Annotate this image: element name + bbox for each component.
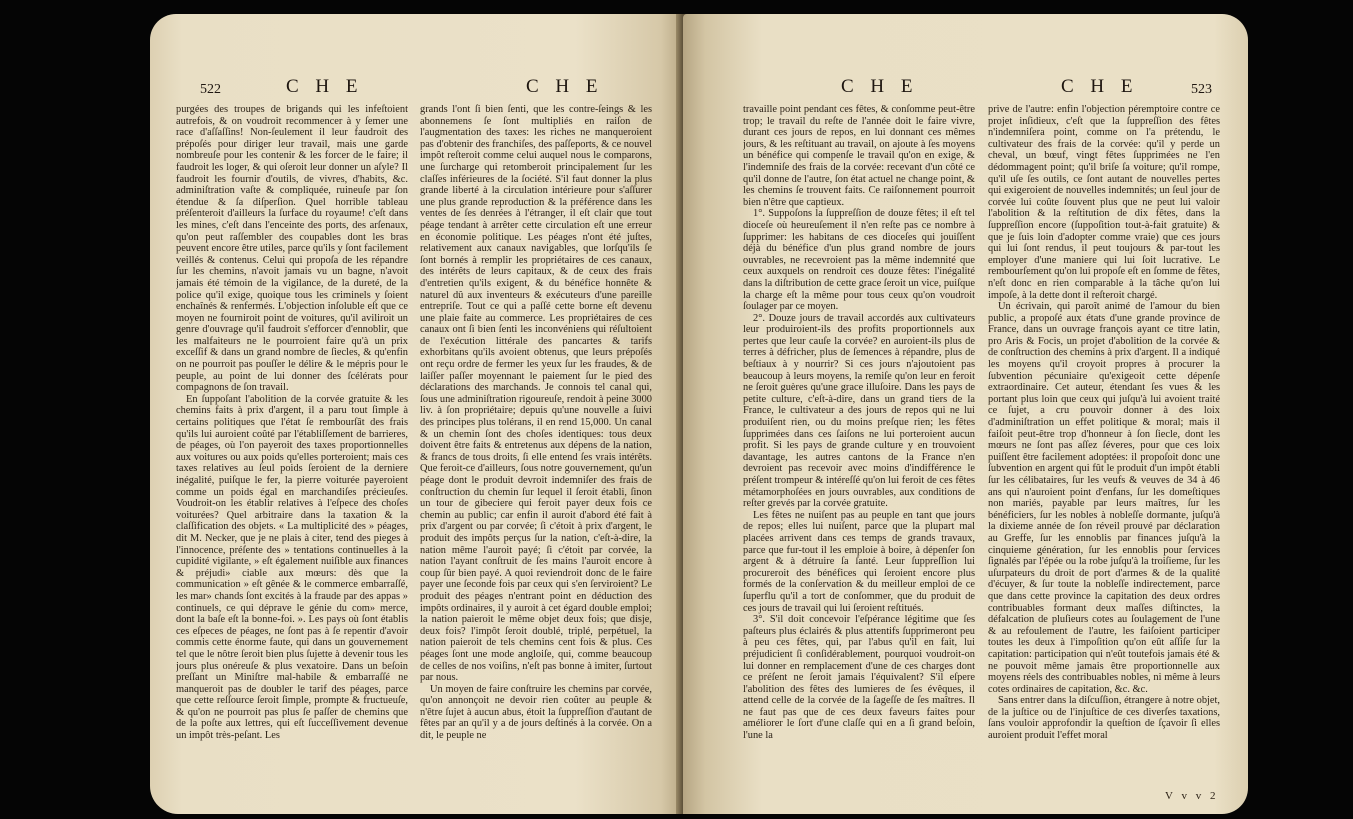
- running-header-right: C H E: [1061, 76, 1139, 97]
- paragraph: Un moyen de faire conſtruire les chemins par corvée, qu'on annonçoit ne devoir rien coûter au peuple & n'être ſujet à aucun abus, étoit la ſuppreſſion d'autant de fêtes par an qu'il y a de jours deſtinés à la corvée. On a dit, le peuple ne: [420, 683, 652, 742]
- left-page: [150, 14, 682, 814]
- page-number: 522: [200, 82, 221, 97]
- right-page: [683, 14, 1248, 814]
- paragraph: grands l'ont ſi bien ſenti, que les contre-ſeings & les abonnemens ſe ſont multipliés en raiſon de l'augmentation des taxes: les riches ne manqueroient pas d'obtenir des franchiſes, des paſſeports, & ce nouvel impôt reſteroit comme celui auquel nous le comparons, une ſurcharge qui retomberoit principalement ſur les claſſes inférieures de la ſociété. S'il faut donner la plus grande liberté à la circulation intérieure pour s'aſſurer une plus grande reproduction & la préférence dans les ventes de ſes denrées à l'étranger, il eſt clair que tout péage tendant à arrêter cette circulation eſt une erreur en économie politique. Les péages n'ont été juſtes, relativement aux canaux navigables, que lorſqu'ils ſe ſont bornés à remplir les propriétaires de ces canaux, des intérêts de leurs capitaux, & de ceux des frais d'entretien qu'ils exigent, & du bénéfice honnête & naturel dû aux inventeurs & exécuteurs d'une pareille entrepriſe. Tout ce qui a paſſé cette borne eſt devenu une plaie faite au commerce. Les propriétaires de ces canaux ont ſi bien ſenti les inconvéniens qui réſultoient de l'exécution littérale des pancartes & tarifs exhorbitans qu'ils avoient obtenus, que leurs prépoſés ont reçu ordre de fermer les yeux ſur les fraudes, & de laiſſer paſſer moyennant le paiement ſur le pied des déclarations des marchands. Je connois tel canal qui, ſous une adminiſtration rigoureuſe, rendoit à peine 3000 liv. à ſon propriétaire; depuis qu'une nouvelle a ſuivi des principes plus tolérans, il en rend 15,000. Un canal & un chemin ſont des choſes identiques: tous deux doivent être faits & entretenus aux dépens de la nation, & francs de tous droits, ſi elle entend ſes vrais intérêts. Que feroit-ce d'ailleurs, ſous notre gouvernement, qu'un péage dont le produit devroit indemniſer des frais de conſtruction du chemin ſur lequel il ſeroit établi, ſinon un tour de gibeciere qui feroit payer deux fois ce chemin au public; car enfin il auroit d'abord été fait à prix d'argent ou par corvée; ſi c'étoit à prix d'argent, le produit des impôts perçus ſur la nation, c'eſt-à-dire, la nation même l'auroit payé; ſi c'étoit par corvée, la nation l'ayant conſtruit de ſes mains l'auroit encore à coup ſûr bien payé. A quoi reviendroit donc de le faire payer une ſeconde fois par ceux qui s'en ſerviroient? Le produit des péages n'entrant point en déduction des impôts ordinaires, il y auroit à cet égard double emploi; la nation paieroit le même objet deux fois; que disje, deux fois? l'impôt ſeroit doublé, triplé, perpétuel, la nation paieroit de tels chemins cent fois & plus. Ces péages ſont une mode angloiſe, qui, comme beaucoup de celles de nos voiſins, n'eſt pas bonne à imiter, ſurtout par nous.: [420, 104, 652, 684]
- paragraph: Sans entrer dans la diſcuſſion, étrangere à notre objet, de la juſtice ou de l'injuſtice de ces diverſes taxations, ſans vouloir approfondir la queſtion de ſçavoir ſi elles auroient produit l'effet moral: [988, 695, 1220, 742]
- page-number: 523: [1191, 82, 1212, 97]
- paragraph: 2°. Douze jours de travail accordés aux cultivateurs leur produiroient-ils des profits proportionnels aux pertes que leur cauſe la corvée? en auroient-ils plus de terres à défricher, plus de ſemences à répandre, plus de beſtiaux à y nourrir? Si ces jours n'ajoutoient pas beaucoup à leurs moyens, la remiſe qu'on leur en feroit ne ſeroit guères qu'une grace illuſoire. Dans les pays de petite culture, c'eſt-à-dire, dans un grand tiers de la France, le cultivateur a des jours de repos qui ne lui produiſent rien, ou du moins preſque rien; les fêtes ſupprimées dans ces ſaiſons ne lui porteroient aucun profit. Si les pays de grande culture y en trouvoient davantage, les autres cantons de la France n'en devroient pas recevoir avec moins d'indifférence le préſent trompeur & intéreſſé qu'on lui feroit de ces fêtes métamorphoſées en jours ouvrables, aux conditions de reſter grevés par la corvée gratuite.: [743, 312, 975, 510]
- text-column-1: [743, 104, 975, 794]
- text-column-2: [988, 104, 1220, 794]
- paragraph: 1°. Suppoſons la ſuppreſſion de douze fêtes; il eſt tel dioceſe où heureuſement il n'en reſte pas ce nombre à ſupprimer: les habitans de ces dioceſes qui jouiſſent déjà du bénéfice d'un plus grand nombre de jours ouvrables, ne recevroient pas la même indemnité que ceux auxquels on rendroit ces douze fêtes: l'inégalité dans la diſtribution de cette grace ſeroit un vice, puiſque la charge eſt la même pour tous ceux qu'on voudroit ſoulager par ce moyen.: [743, 208, 975, 313]
- paragraph: travaille point pendant ces fêtes, & conſomme peut-être trop; le travail du reſte de l'année doit le faire vivre, durant ces jours de repos, en lui donnant ces mêmes jours, & les reſtituant au travail, on ajoute à ſes moyens un bénéfice qui compenſe le travail qu'on en exige, & l'indemniſe des frais de la corvée: recevant d'un côté ce qu'il donne de l'autre, ſon état actuel ne change point, & les chemins ſe trouvent faits. Ce raiſonnement pourroit bien n'être que captieux.: [743, 104, 975, 208]
- running-header-right: C H E: [526, 76, 604, 97]
- paragraph: 3°. S'il doit concevoir l'eſpérance légitime que ſes paſteurs plus éclairés & plus attentifs ſupprimeront peu à peu ces fêtes, qui, par l'abus qu'il en fait, lui préjudicient ſi conſidérablement, pourquoi voudroit-on lui donner en remplacement d'une de ces charges dont ce préſent ne ſeroit jamais l'équivalent? S'il eſpere l'abolition des fêtes des lumieres de ſes évêques, il attend celle de la corvée de la ſageſſe de ſes maîtres. Il ne faut pas que de ces deux faveurs faites pour améliorer le ſort d'une claſſe qui en a ſi grand beſoin, l'une la: [743, 614, 975, 742]
- running-header-left: C H E: [841, 76, 919, 97]
- paragraph: purgées des troupes de brigands qui les infeſtoient autrefois, & on voudroit recommencer à y ſemer une race d'aſſaſſins! Non-ſeulement il leur faudroit des prépoſés pour diriger leur travail, mais une garde nombreuſe pour les contenir & les forcer de le faire; il faudroit les loger, & qui oſeroit leur donner un aſyle? Il faudroit les fournir d'outils, de vivres, d'habits, &c. adminiſtration vaſte & compliquée, ruineuſe par ſon étendue & ſa diſperſion. Quel horrible tableau préſenteroit d'ailleurs la ſurface du royaume! c'eſt dans les mines, c'eſt dans l'enceinte des ports, des arſenaux, qu'on peut raſſembler des coupables dont les bras peuvent encore être utiles, parce qu'ils y ſont facilement veillés & contenus. Celui qui propoſa de les répandre ſur les chemins, n'avoit jamais vu un bagne, n'avoit jamais été témoin de la vigilance, de la dureté, de la police qu'il exige, quoique tous les criminels y ſoient enchaînés & renfermés. L'objection inſoluble eſt que ce moyen ne fourniroit point de voitures, qu'il aviliroit un genre d'ouvrage qu'il faudroit s'efforcer d'ennoblir, que les malfaiteurs ne le pourroient faire qu'à un prix exceſſif & dans un grand nombre de ſiecles, & qu'enfin on ne pourroit pas pouſſer le délire & le mépris pour le peuple, au point de lui donner des ſcélérats pour compagnons de ſon travail.: [176, 104, 408, 394]
- paragraph: prive de l'autre: enfin l'objection péremptoire contre ce projet inſidieux, c'eſt que la ſuppreſſion des fêtes n'indemniſera point, comme on l'a prétendu, le cultivateur des frais de la corvée: qu'il y perde un cheval, un bœuf, vingt fêtes ſupprimées ne l'en dédommagent point; qu'il briſe ſa voiture; qu'il rompe, qu'il uſe ſes outils, ce ſont autant de nouvelles pertes qui exigeroient de nouvelles indemnités; un ſeul jour de corvée lui coûte ſouvent plus que ne peut lui valoir l'abolition & la reſtitution de dix fêtes, dans la ſuppreſſion encore (ſuppoſition tout-à-fait gratuite) & que je ſuis loin d'adopter comme vraie) que ces jours qui lui ſont rendus, il peut toujours & par-tout les employer d'une maniere qui lui ſoit lucrative. Le rembourſement qu'on lui propoſe eſt en ſomme de fêtes, n'eſt donc en rien comparable à la tâche qu'on lui impoſe, à la dette dont il reſteroit chargé.: [988, 104, 1220, 301]
- paragraph: Un écrivain, qui paroît animé de l'amour du bien public, a propoſé aux états d'une grande province de France, dans un ouvrage françois ayant ce titre latin, pro Aris & Focis, un projet d'abolition de la corvée & de conſtruction des chemins à prix d'argent. Il a indiqué les moyens qu'il croyoit propres à procurer la ſubvention pécuniaire qu'exigeoit cette dépenſe extraordinaire. Cet auteur, étendant ſes vues & les portant plus loin que ceux qui juſqu'à lui avoient traité ce ſujet, a cru pouvoir donner à des loix d'adminiſtration un effet politique & moral; mais il faiſoit peut-être trop d'honneur à ſon ſiecle, dont les mœurs ne ſont pas aſſez ſéveres, pour que ces loix puiſſent être facilement adoptées: il propoſoit donc une ſubvention en argent qui fût le produit d'un impôt établi ſur les célibataires, ſur les veufs & veuves de 34 à 46 ans qui n'auroient point d'enfans, ſur les domeſtiques non mariés, payable par leurs maîtres, ſur les bénéficiers, ſur les nobles à nobleſſe dormante, juſqu'à la dixieme année de ſon réveil prouvé par déclaration au Greffe, ſur les ennoblis par finances juſqu'à la cinquieme génération, ſur les ennoblis pour ſervices ſignalés par l'épée ou la robe juſqu'à la troiſieme, ſur les uſurpateurs du droit de port d'armes & de la qualité d'écuyer, & ſur toute la nobleſſe indirectement, parce que dans cette province la capitation des deux ordres contribuables formant deux maſſes diſtinctes, la défalcation de pluſieurs cotes au ſoulagement de l'une & au refoulement de l'autre, les faiſoient participer toutes les deux à l'impoſition qu'on eût aſſiſe ſur la capitation: participation qui n'eût toutefois jamais été & ne pouvoit même jamais être proportionnelle aux moyens réels des contribuables nobles, ni même à leurs cotes ordinaires de capitation, &c. &c.: [988, 301, 1220, 695]
- signature-mark: V v v 2: [1165, 790, 1219, 802]
- paragraph: En ſuppoſant l'abolition de la corvée gratuite & les chemins faits à prix d'argent, il a paru tout ſimple à certains politiques que l'état ſe rembourſât des frais qu'ils lui auroient coûté par l'établiſſement de barrieres, de péages, où l'on payeroit des taxes proportionnelles aux voitures ou aux poids qu'elles porteroient; mais ces taxes relatives au ſeul poids ſeroient de la derniere inégalité, puiſque le fer, la pierre voiturée payeroient comme un poids égal en marchandiſes précieuſes. Voudroit-on les établir relatives à l'eſpece des choſes voiturées? Quel arbitraire dans la taxation & la claſſification des objets. « La multiplicité des » péages, dit M. Necker, que je ne plais à citer, tend des pieges à l'innocence, préſente des » tentations continuelles à la cupidité vigilante, » eſt également nuiſible aux finances & préjudi» ciable aux mœurs: dès que la communication » eſt gênée & le commerce embarraſſé, les mar» chands ſont excités à la fraude par des appas » continuels, ce qui déprave le génie du com» merce, dont la baſe eſt la bonne-foi. ». Les pays où ſont établis ces eſpeces de péages, ne ſont pas à ſe repentir d'avoir commis cette énorme faute, qui dans un gouvernement tel que le nôtre ſeroit bien plus ſujette à devenir tous les jours plus onéreuſe & plus vexatoire. Dans un beſoin preſſant un Miniſtre mal-habile & embarraſſé ne manqueroit pas de doubler le tarif des péages, parce que cette reſſource ſeroit ſimple, prompte & fructueuſe, & qu'on ne pourroit pas plus ſe paſſer de chemins que de la poſte aux lettres, qui eſt ſucceſſivement devenue un impôt très-peſant. Les: [176, 393, 408, 742]
- text-column-2: [420, 104, 652, 794]
- text-column-1: [176, 104, 408, 794]
- running-header-left: C H E: [286, 76, 364, 97]
- paragraph: Les fêtes ne nuiſent pas au peuple en tant que jours de repos; elles lui nuiſent, parce que la plupart mal placées arrivent dans ces temps de grands travaux, parce que fur-tout il les emploie à boire, à dépenſer ſon argent & à détruire ſa ſanté. Leur ſuppreſſion lui procureroit des bénéfices qui ſeroient encore plus formés de la conſervation & du meilleur emploi de ce ſuperflu qu'il a tort de conſommer, que du produit de ces jours de travail qui lui ſeroient reſtitués.: [743, 509, 975, 614]
